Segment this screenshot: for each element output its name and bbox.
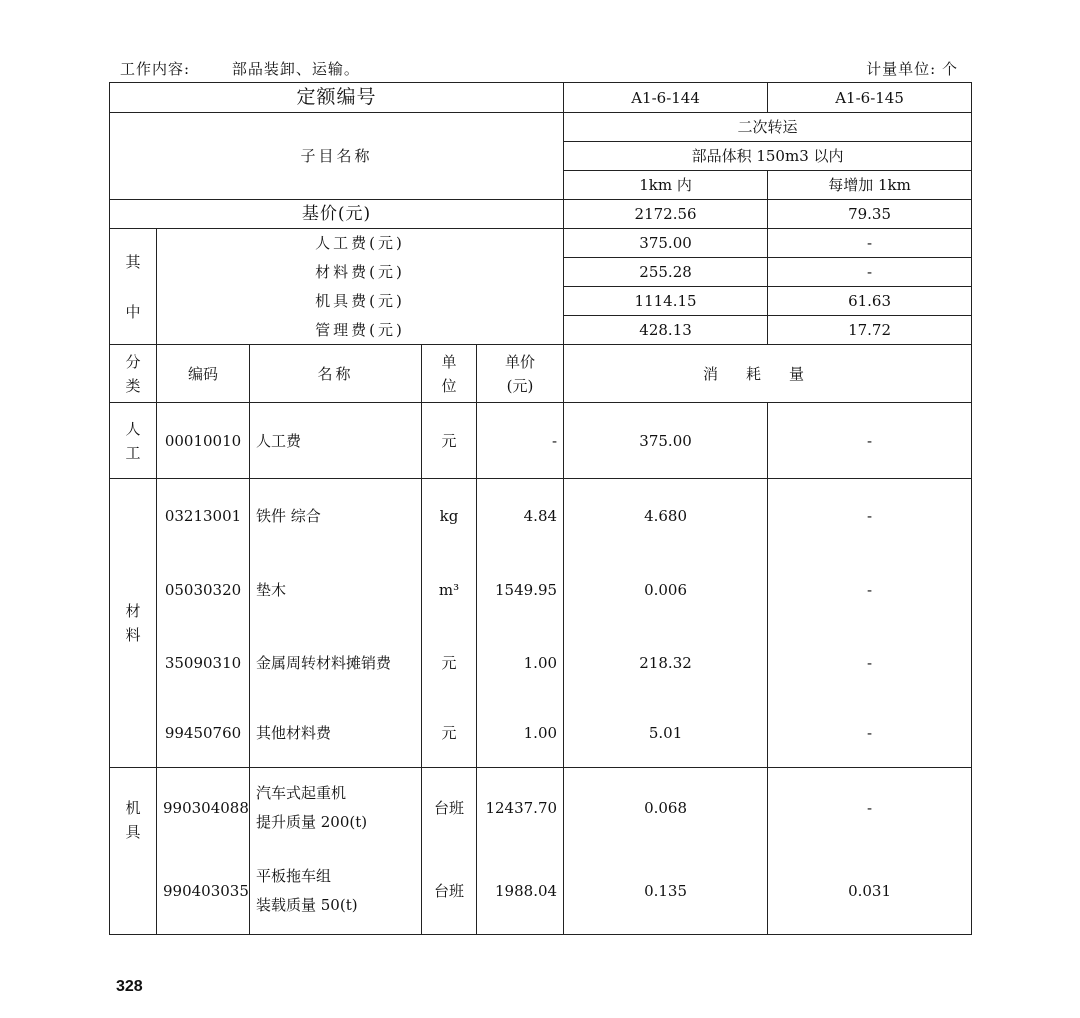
machine-name-line-2: 提升质量 200(t): [256, 812, 368, 831]
labor-consumption-1: 375.00: [564, 403, 768, 479]
col-price-line-2: (元): [506, 376, 534, 395]
machine-cost-label: 机具费(元): [157, 287, 564, 316]
machine-code: 990403035: [157, 848, 250, 935]
labor-category-char-2: 工: [125, 443, 141, 462]
machine-category: [110, 768, 157, 935]
material-name: 金属周转材料摊销费: [250, 627, 422, 699]
labor-unit: 元: [422, 403, 477, 479]
machine-name-line-1: 平板拖车组: [256, 867, 332, 886]
quota-table: [109, 82, 972, 935]
machine-consumption-1: 0.068: [564, 768, 768, 848]
base-price-1: 2172.56: [564, 200, 768, 229]
material-price: 4.84: [477, 479, 564, 553]
machine-name: [250, 768, 422, 848]
labor-cost-1: 375.00: [564, 229, 768, 258]
col-unit-char-1: 单: [441, 352, 457, 371]
material-price: 1.00: [477, 699, 564, 768]
labor-cost-2: -: [768, 229, 972, 258]
machine-category-char-1: 机: [125, 799, 141, 817]
quota-code-2: A1-6-145: [768, 83, 972, 113]
col-consumption-header: [564, 345, 972, 403]
machine-consumption-1: 0.135: [564, 848, 768, 935]
machine-price: 12437.70: [477, 768, 564, 848]
material-code: 05030320: [157, 553, 250, 627]
material-consumption-2: -: [768, 627, 972, 699]
material-unit: 元: [422, 627, 477, 699]
col-category-char-1: 分: [125, 352, 141, 371]
material-consumption-1: 4.680: [564, 479, 768, 553]
col-code-header: 编码: [157, 345, 250, 403]
col-unit-char-2: 位: [441, 376, 457, 395]
material-consumption-1: 5.01: [564, 699, 768, 768]
sub-item-volume: 部品体积 150m3 以内: [564, 142, 972, 171]
work-content-value: 部品装卸、运输。: [231, 60, 360, 78]
material-code: 03213001: [157, 479, 250, 553]
col-name-header: 名称: [250, 345, 422, 403]
sub-item-distance-2: 每增加 1km: [768, 171, 972, 200]
among-char-1: 其: [125, 252, 141, 271]
machine-price: 1988.04: [477, 848, 564, 935]
management-cost-1: 428.13: [564, 316, 768, 345]
labor-consumption-2: -: [768, 403, 972, 479]
col-unit-header: [422, 345, 477, 403]
measurement-unit: 计量单位: 个: [866, 60, 958, 78]
machine-unit: 台班: [422, 768, 477, 848]
material-cost-1: 255.28: [564, 258, 768, 287]
col-consumption-label: 消耗量: [703, 364, 833, 383]
col-category-header: [110, 345, 157, 403]
material-unit: m³: [422, 553, 477, 627]
material-price: 1549.95: [477, 553, 564, 627]
machine-name: [250, 848, 422, 935]
management-cost-label: 管理费(元): [157, 316, 564, 345]
machine-consumption-2: -: [768, 768, 972, 848]
among-label: [110, 229, 157, 345]
material-category: [110, 479, 157, 768]
base-price-label: 基价(元): [110, 200, 564, 229]
material-consumption-1: 218.32: [564, 627, 768, 699]
quota-code-1: A1-6-144: [564, 83, 768, 113]
among-char-2: 中: [125, 302, 141, 321]
sub-item-distance-1: 1km 内: [564, 171, 768, 200]
material-name: 其他材料费: [250, 699, 422, 768]
machine-category-char-2: 具: [125, 823, 141, 841]
sub-item-label: 子目名称: [110, 113, 564, 200]
machine-name-line-2: 装载质量 50(t): [256, 895, 358, 914]
material-category-char-1: 材: [125, 602, 141, 620]
material-code: 35090310: [157, 627, 250, 699]
material-consumption-2: -: [768, 699, 972, 768]
col-price-line-1: 单价: [505, 352, 536, 371]
material-unit: 元: [422, 699, 477, 768]
labor-code: 00010010: [157, 403, 250, 479]
machine-cost-2: 61.63: [768, 287, 972, 316]
material-name: 铁件 综合: [250, 479, 422, 553]
labor-category: [110, 403, 157, 479]
material-consumption-2: -: [768, 553, 972, 627]
material-price: 1.00: [477, 627, 564, 699]
labor-price: -: [477, 403, 564, 479]
col-price-header: [477, 345, 564, 403]
machine-consumption-2: 0.031: [768, 848, 972, 935]
management-cost-2: 17.72: [768, 316, 972, 345]
material-consumption-2: -: [768, 479, 972, 553]
work-content-label: 工作内容:: [120, 60, 191, 78]
machine-cost-1: 1114.15: [564, 287, 768, 316]
material-consumption-1: 0.006: [564, 553, 768, 627]
material-name: 垫木: [250, 553, 422, 627]
base-price-2: 79.35: [768, 200, 972, 229]
machine-name-line-1: 汽车式起重机: [256, 784, 347, 803]
material-category-char-2: 料: [125, 626, 141, 644]
machine-unit: 台班: [422, 848, 477, 935]
material-unit: kg: [422, 479, 477, 553]
material-cost-2: -: [768, 258, 972, 287]
page-number: 328: [116, 978, 143, 995]
machine-code: 990304088: [157, 768, 250, 848]
labor-cost-label: 人工费(元): [157, 229, 564, 258]
labor-name: 人工费: [250, 403, 422, 479]
col-category-char-2: 类: [125, 376, 141, 395]
material-code: 99450760: [157, 699, 250, 768]
sub-item-transfer: 二次转运: [564, 113, 972, 142]
material-cost-label: 材料费(元): [157, 258, 564, 287]
quota-no-label: 定额编号: [110, 83, 564, 113]
labor-category-char-1: 人: [125, 419, 141, 438]
work-content-header: [120, 58, 360, 79]
